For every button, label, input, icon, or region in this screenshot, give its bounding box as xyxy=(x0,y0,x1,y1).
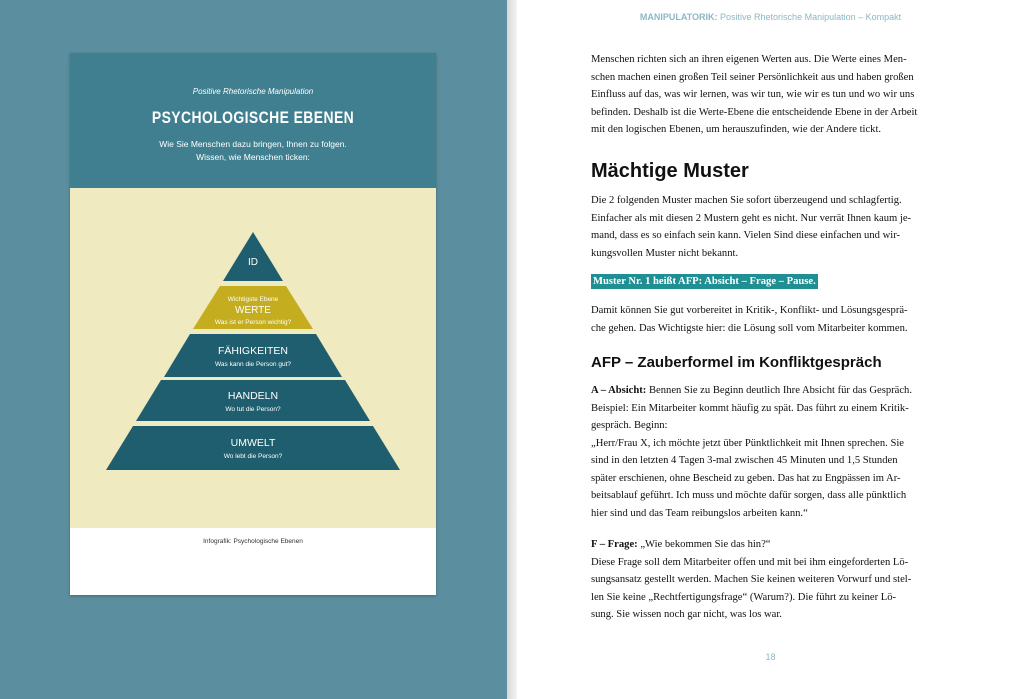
absicht-line: A – Absicht: Bennen Sie zu Beginn deutlich Ihre Absicht für das Gespräch. xyxy=(591,385,912,396)
infographic-card xyxy=(70,53,436,595)
highlighted-muster-1: Muster Nr. 1 heißt AFP: Absicht – Frage – Pause. xyxy=(593,276,816,287)
muster-line: mand, dass es so einfach sein kann. Vielen Sind diese einfachen und wir- xyxy=(591,230,901,241)
intro-line: befinden. Deshalb ist die Werte-Ebene die entscheidende Ebene in der Arbeit xyxy=(591,106,918,118)
absicht-line: hier sind und das Team reibungslos arbeiten kann.“ xyxy=(591,507,808,519)
heading-maechtige-muster: Mächtige Muster xyxy=(591,160,749,182)
pyramid-diagram xyxy=(70,188,436,528)
infographic-subtitle-1: Wie Sie Menschen dazu bringen, Ihnen zu folgen. xyxy=(159,139,347,149)
muster-paragraph xyxy=(591,192,963,262)
frage-line: F – Frage: „Wie bekommen Sie das hin?“ xyxy=(591,539,771,550)
intro-line: mit den logischen Ebenen, um herauszufinden, wie der Andere tickt. xyxy=(591,124,882,135)
intro-line: Einfluss auf das, was wir lernen, was wir tun, wie wir es tun und wo wir uns xyxy=(591,89,915,100)
pyramid-label-umwelt: UMWELT xyxy=(230,437,276,449)
muster-line: Die 2 folgenden Muster machen Sie sofort überzeugend und schlagfertig. xyxy=(591,195,902,206)
running-header xyxy=(517,12,1024,22)
infographic-subtitle-2: Wissen, wie Menschen ticken: xyxy=(196,152,310,162)
afp-line: che gehen. Das Wichtigste hier: die Lösung soll vom Mitarbeiter kommen. xyxy=(591,322,908,334)
frage-label: F – Frage: xyxy=(591,539,638,550)
left-page xyxy=(0,0,507,699)
right-page xyxy=(517,0,1024,699)
page-gutter xyxy=(507,0,517,699)
frage-line: len Sie keine „Rechtfertigungsfrage“ (Warum?). Die führt zu keiner Lö- xyxy=(591,591,897,603)
infographic-caption: Infografik: Psychologische Ebenen xyxy=(203,538,303,545)
running-header-bold: MANIPULATORIK: xyxy=(639,12,718,22)
absicht-line: gespräch. Beginn: xyxy=(591,420,668,431)
heading-afp-zauberformel: AFP – Zauberformel im Konfliktgespräch xyxy=(591,354,882,371)
running-header-rest: Positive Rhetorische Manipulation – Kompakt xyxy=(717,12,902,22)
infographic-kicker: Positive Rhetorische Manipulation xyxy=(192,87,314,96)
absicht-label: A – Absicht: xyxy=(591,385,647,396)
absicht-paragraph xyxy=(591,382,963,522)
frage-line: sungsansatz gestellt werden. Machen Sie keinen weiteren Vorwurf und stel- xyxy=(591,574,912,585)
pyramid-label-werte: WERTE xyxy=(235,305,271,316)
absicht-line: sind in den letzten 4 Tagen 3-mal zwischen 45 Minuten und 1,5 Stunden xyxy=(591,455,898,466)
pyramid-label-faehigkeiten: FÄHIGKEITEN xyxy=(217,345,289,357)
absicht-line: „Herr/Frau X, ich möchte jetzt über Pünktlichkeit mit Ihnen sprechen. Sie xyxy=(591,437,905,449)
pyramid-sub-handeln: Wo tut die Person? xyxy=(225,406,281,413)
absicht-line: später erschienen, ohne Bescheid zu geben. Das hat zu Engpässen im Ar- xyxy=(591,472,901,484)
muster-line: Einfacher als mit diesen 2 Mustern geht es nicht. Nur verrät Ihnen kaum je- xyxy=(591,212,912,224)
frage-line: Diese Frage soll dem Mitarbeiter offen und mit bei ihm eingeforderten Lö- xyxy=(591,556,909,568)
afp-paragraph xyxy=(591,302,963,337)
pyramid-sub-umwelt: Wo lebt die Person? xyxy=(223,453,283,460)
pyramid-sub-werte: Was ist er Person wichtig? xyxy=(214,319,292,326)
afp-line: Damit können Sie gut vorbereitet in Kritik-, Konflikt- und Lösungsgesprä- xyxy=(591,305,908,316)
pyramid-sub-faehigkeiten: Was kann die Person gut? xyxy=(215,361,291,368)
pyramid-pre-werte: Wichtigste Ebene xyxy=(227,296,279,303)
page-number: 18 xyxy=(765,652,776,662)
muster-line: kungsvollen Muster nicht bekannt. xyxy=(591,247,739,259)
intro-line: Menschen richten sich an ihren eigenen Werten aus. Die Werte eines Men- xyxy=(591,54,907,65)
pyramid-label-id: ID xyxy=(248,257,258,268)
absicht-line: Beispiel: Ein Mitarbeiter kommt häufig zu spät. Das führt zu einem Kritik- xyxy=(591,402,909,414)
infographic-title: PSYCHOLOGISCHE EBENEN xyxy=(151,108,355,127)
frage-line: sung. Sie wissen noch gar nicht, was los war. xyxy=(591,609,782,620)
pyramid-label-handeln: HANDELN xyxy=(227,390,279,402)
frage-paragraph xyxy=(591,536,963,624)
absicht-line: beitsablauf geführt. Ich muss und möchte dafür sorgen, dass alle pünktlich xyxy=(591,490,907,501)
infographic-header xyxy=(70,53,436,188)
intro-line: schen machen einen großen Teil seiner Persönlichkeit aus und haben großen xyxy=(591,71,914,83)
intro-paragraph xyxy=(591,51,963,139)
